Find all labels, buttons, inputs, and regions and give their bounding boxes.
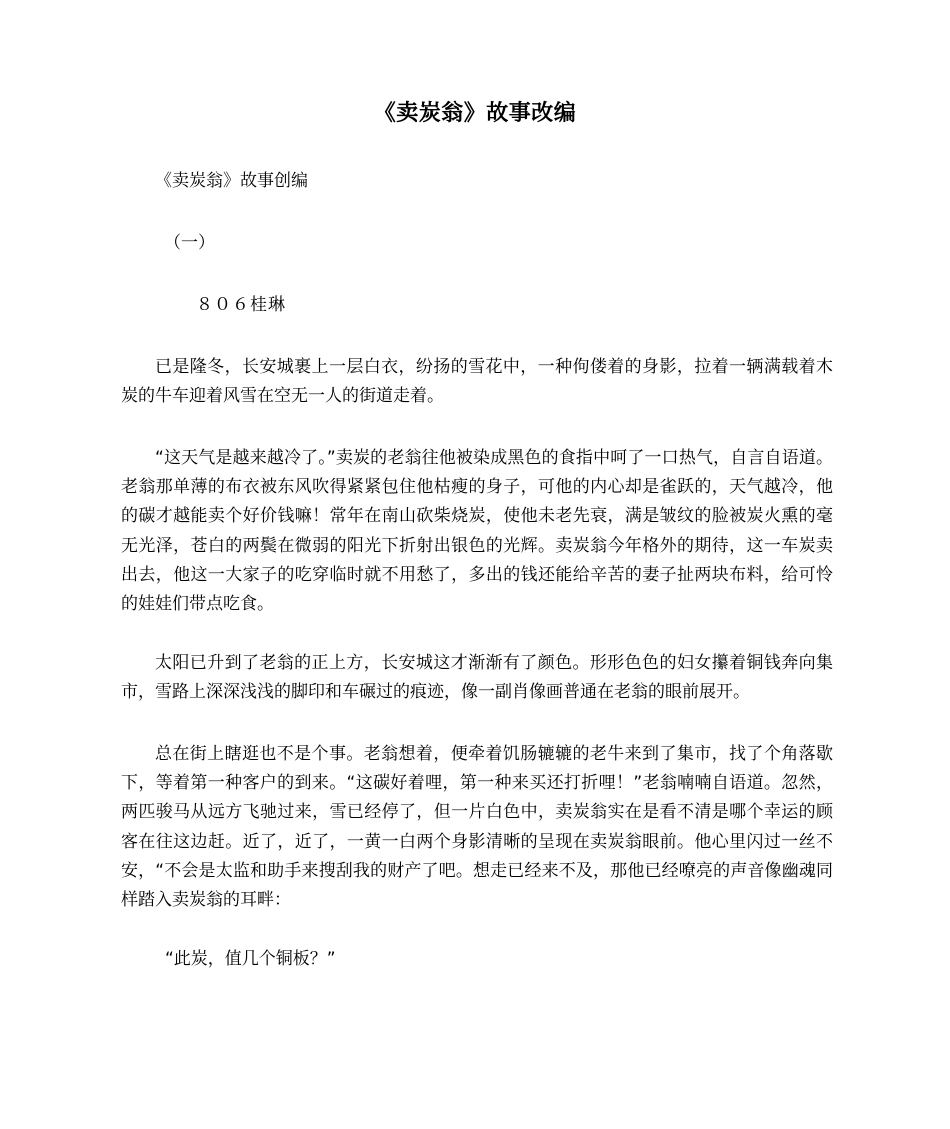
paragraph-4: 总在街上瞎逛也不是个事。老翁想着，便牵着饥肠辘辘的老牛来到了集市，找了个角落歇下，等着第一种客户的到来。“这碳好着哩，第一种来买还打折哩！”老翁喃喃自语道。忽然，两匹骏马从远方飞驰过来，雪已经停了，但一片白色中，卖炭翁实在是看不清是哪个幸运的顾客在往这边赶。近了，近了，一黄一白两个身影清晰的呈现在卖炭翁眼前。他心里闪过一丝不安，“不会是太监和助手来搜刮我的财产了吧。想走已经来不及，那他已经嘹亮的声音像幽魂同样踏入卖炭翁的耳畔： (121, 744, 833, 911)
paragraph-2: “这天气是越来越冷了。”卖炭的老翁往他被染成黑色的食指中呵了一口热气，自言自语道。老翁那单薄的布衣被东风吹得紧紧包住他枯瘦的身子，可他的内心却是雀跃的，天气越冷，他的碳才越能卖个好价钱嘛！常年在南山砍柴烧炭，使他未老先衰，满是皱纹的脸被炭火熏的毫无光泽，苍白的两鬓在微弱的阳光下折射出银色的光辉。卖炭翁今年格外的期待，这一车炭卖出去，他这一大家子的吃穿临时就不用愁了，多出的钱还能给辛苦的妻子扯两块布料，给可怜的娃娃们带点吃食。 (121, 448, 833, 615)
author-line: ８０６桂琳 (196, 295, 286, 315)
document-title: 《卖炭翁》故事改编 (373, 101, 577, 126)
section-number: （一） (164, 233, 215, 253)
paragraph-5: “此炭，值几个铜板？” (165, 949, 336, 969)
paragraph-1: 已是隆冬，长安城裹上一层白衣，纷扬的雪花中，一种佝偻着的身影，拉着一辆满载着木炭的牛车迎着风雪在空无一人的街道走着。 (121, 357, 833, 407)
paragraph-3: 太阳已升到了老翁的正上方，长安城这才渐渐有了颜色。形形色色的妇女攥着铜钱奔向集市，雪路上深深浅浅的脚印和车碾过的痕迹，像一副肖像画普通在老翁的眼前展开。 (121, 653, 833, 703)
document-subtitle: 《卖炭翁》故事创编 (155, 171, 308, 191)
